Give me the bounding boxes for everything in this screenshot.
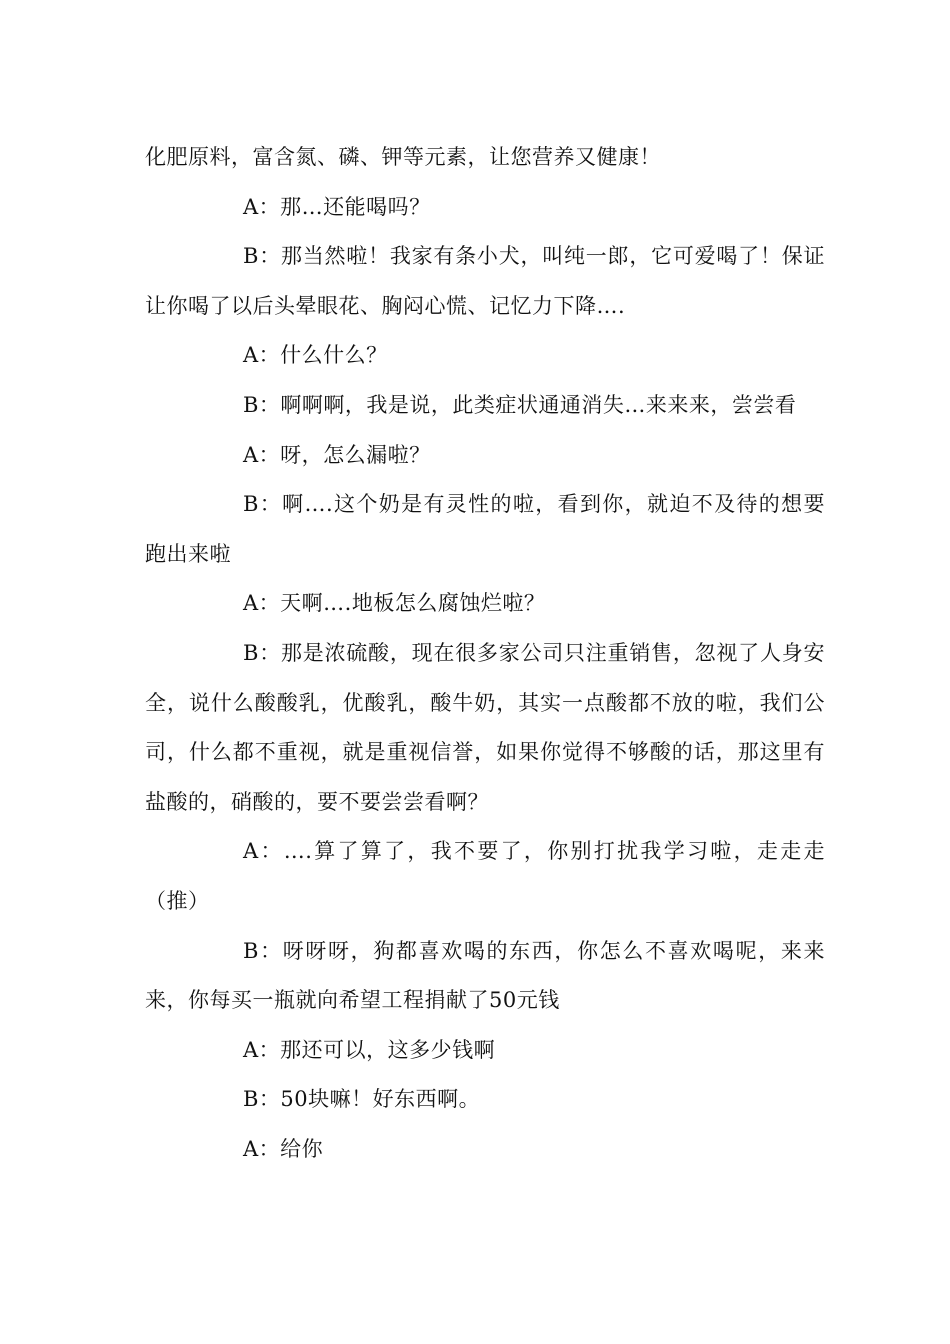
paragraph-4: A：什么什么？ [243,343,388,368]
paragraph-12: A：那还可以，这多少钱啊 [243,1037,496,1062]
paragraph-14: A：给你 [243,1136,324,1161]
paragraph-10: A：….算了算了，我不要了，你别打扰我学习啦，走走走（推） [145,839,825,913]
paragraph-13: B：50块嘛！好东西啊。 [243,1087,481,1112]
paragraph-8: A：天啊….地板怎么腐蚀烂啦？ [243,591,546,616]
paragraph-5: B：啊啊啊，我是说，此类症状通通消失…来来来，尝尝看 [243,392,797,417]
paragraph-6: A：呀，怎么漏啦？ [243,442,431,467]
paragraph-9: B：那是浓硫酸，现在很多家公司只注重销售，忽视了人身安全，说什么酸酸乳，优酸乳，酸牛奶，其实一点酸都不放的啦，我们公司，什么都不重视，就是重视信誉，如果你觉得不够酸的话，那这里有盐酸的，硝酸的，要不要尝尝看啊？ [145,640,825,814]
paragraph-3: B：那当然啦！我家有条小犬，叫纯一郎，它可爱喝了！保证让你喝了以后头晕眼花、胸闷心慌、记忆力下降…. [145,244,825,318]
paragraph-1: 化肥原料，富含氮、磷、钾等元素，让您营养又健康！ [145,145,661,169]
paragraph-7: B：啊….这个奶是有灵性的啦，看到你，就迫不及待的想要跑出来啦 [145,492,825,566]
paragraph-11: B：呀呀呀，狗都喜欢喝的东西，你怎么不喜欢喝呢，来来来，你每买一瓶就向希望工程捐献了50元钱 [145,938,825,1013]
document-body [145,133,825,1174]
paragraph-2: A：那…还能喝吗？ [243,194,431,219]
